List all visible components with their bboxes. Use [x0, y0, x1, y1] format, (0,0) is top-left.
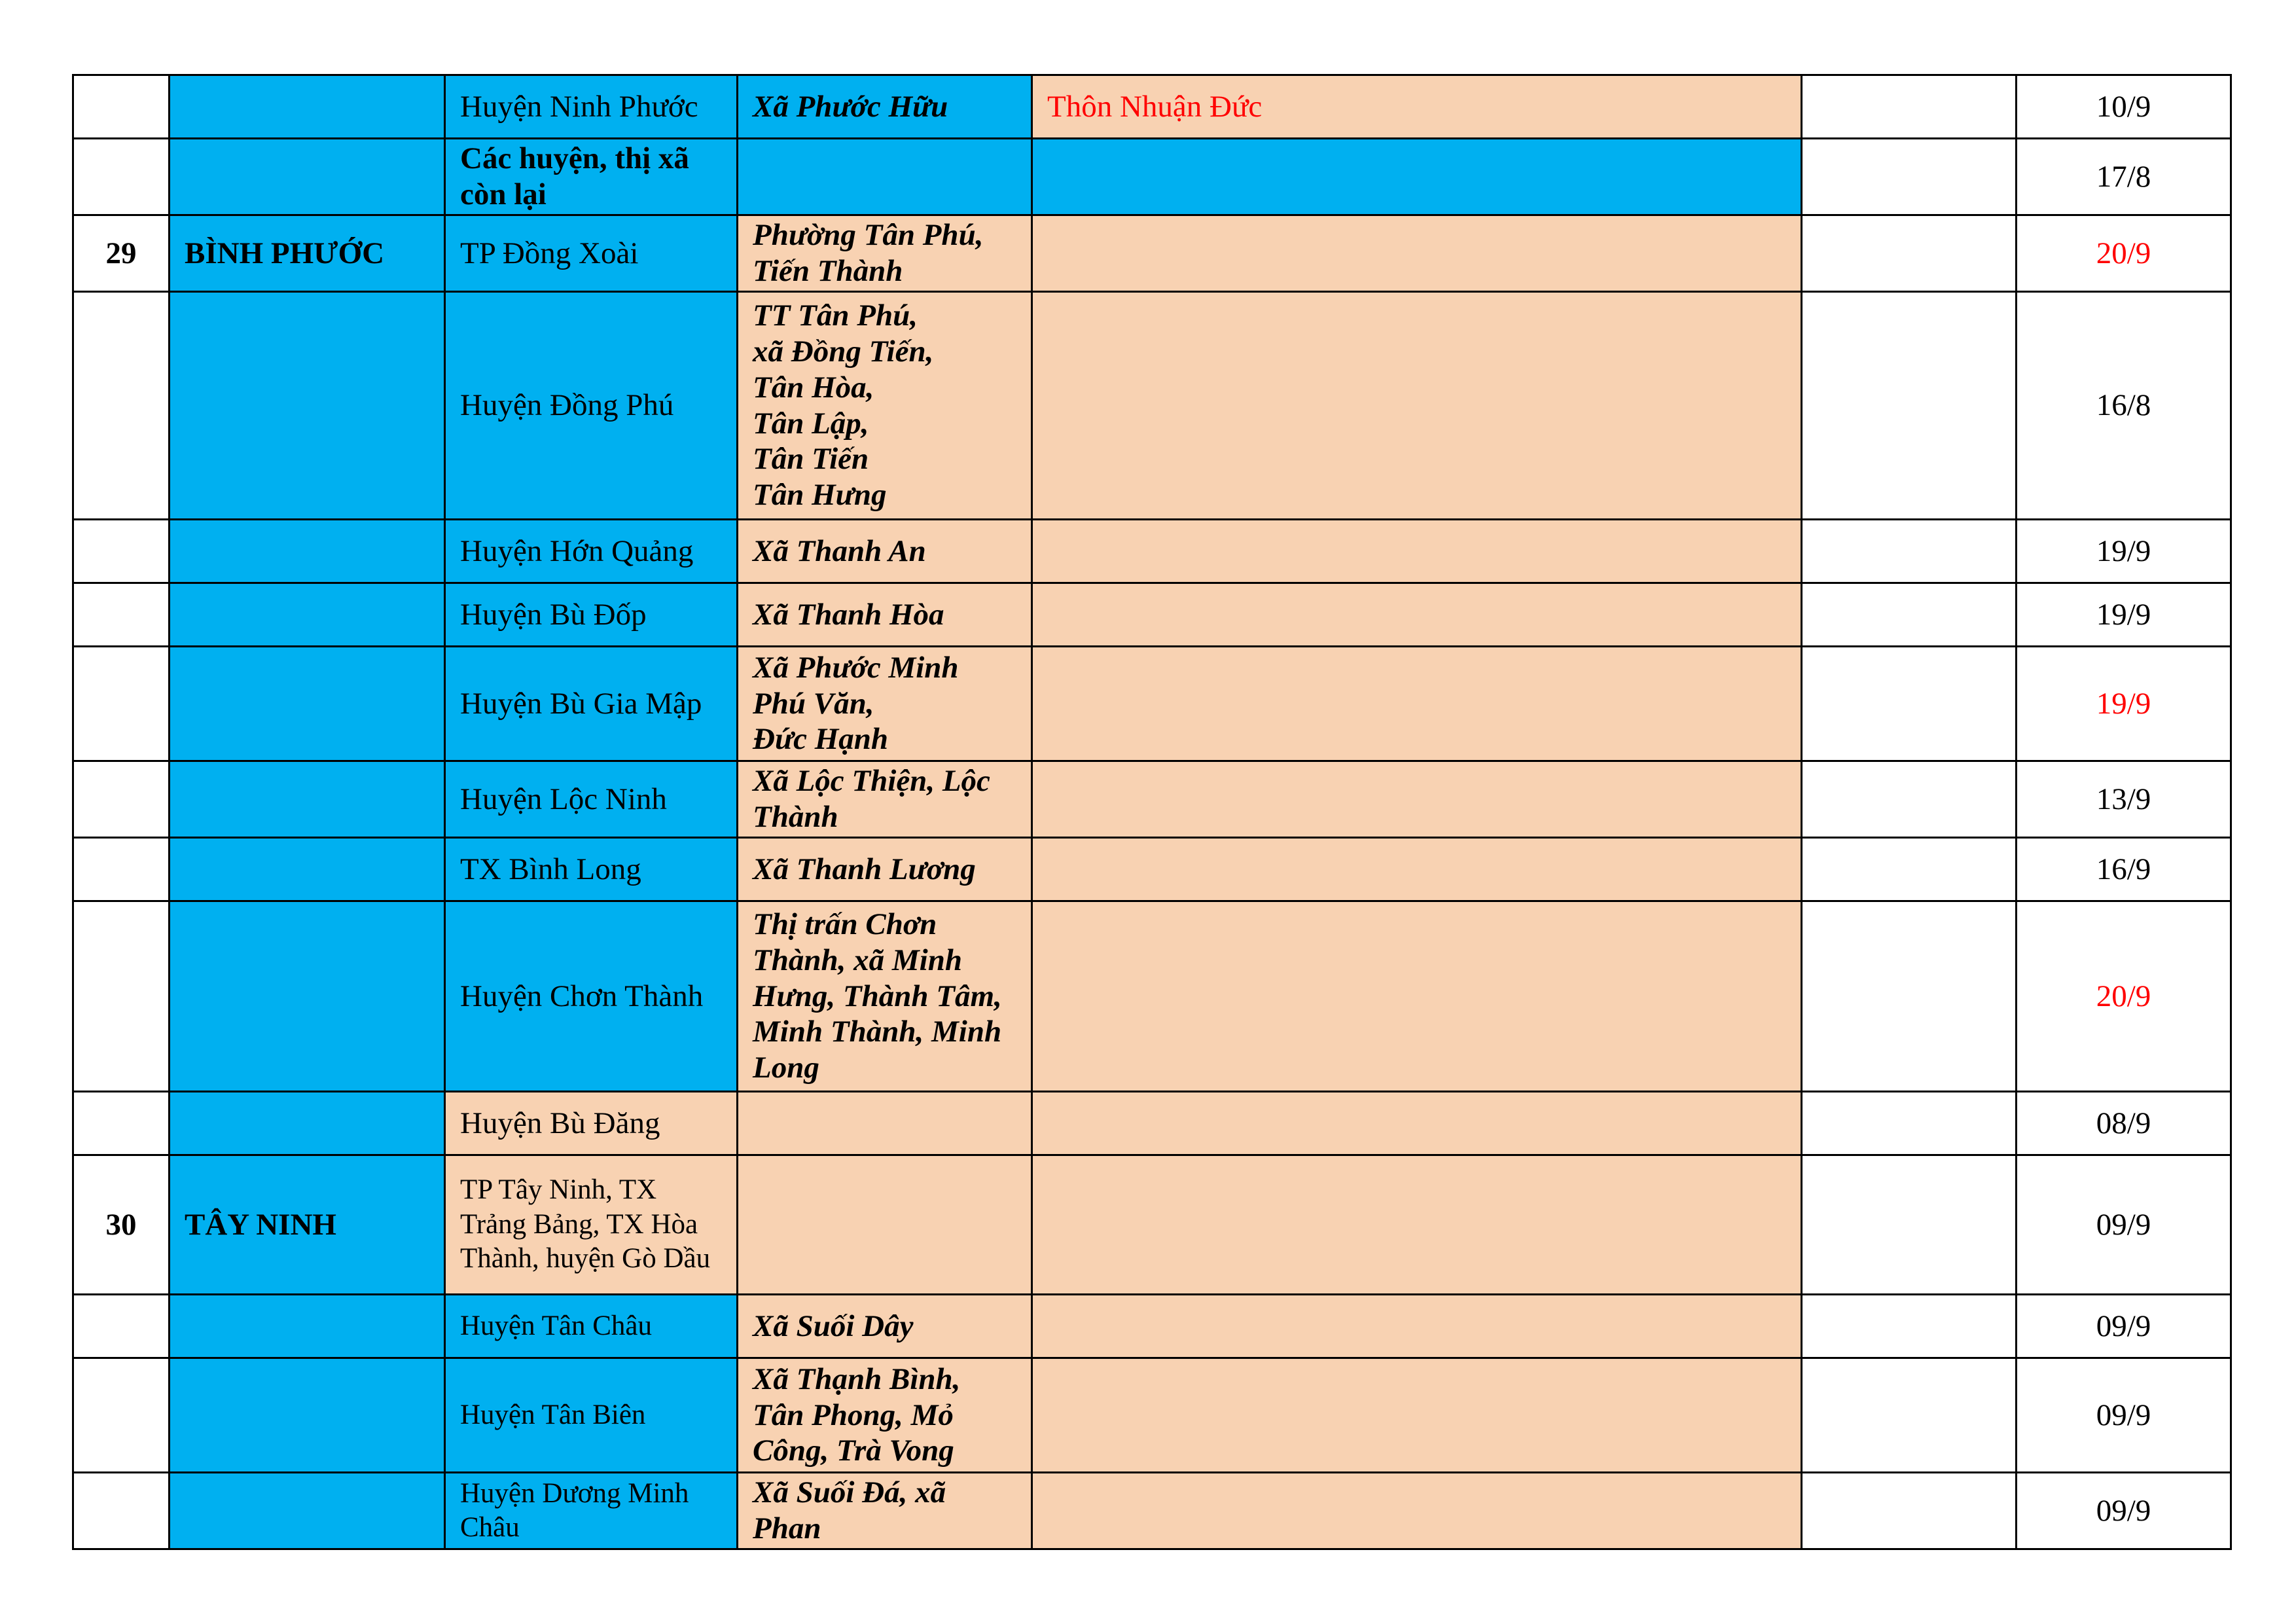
date-cell: 09/9 [2017, 1295, 2231, 1358]
district-cell: TP Tây Ninh, TX Trảng Bảng, TX Hòa Thành, huyện Gò Dầu [445, 1155, 738, 1295]
note-cell [1802, 520, 2017, 583]
date-cell: 09/9 [2017, 1473, 2231, 1549]
district-cell: Huyện Đồng Phú [445, 292, 738, 520]
commune-cell: Xã Thanh An [738, 520, 1032, 583]
commune-cell: Xã Thanh Lương [738, 838, 1032, 901]
village-cell: Thôn Nhuận Đức [1032, 75, 1802, 139]
province-cell [170, 647, 445, 761]
note-cell [1802, 647, 2017, 761]
village-cell [1032, 520, 1802, 583]
village-cell [1032, 647, 1802, 761]
table-row [73, 520, 2231, 583]
province-cell [170, 139, 445, 215]
province-cell [170, 838, 445, 901]
row-number [73, 647, 170, 761]
district-cell: Huyện Tân Châu [445, 1295, 738, 1358]
table-row [73, 647, 2231, 761]
date-cell: 19/9 [2017, 647, 2231, 761]
note-cell [1802, 838, 2017, 901]
province-cell [170, 583, 445, 647]
row-number [73, 761, 170, 838]
note-cell [1802, 1092, 2017, 1155]
row-number [73, 520, 170, 583]
village-cell [1032, 1155, 1802, 1295]
commune-cell: Phường Tân Phú, Tiến Thành [738, 215, 1032, 292]
table-row [73, 1155, 2231, 1295]
table-row [73, 1473, 2231, 1549]
table-row [73, 75, 2231, 139]
province-cell: TÂY NINH [170, 1155, 445, 1295]
commune-cell: Xã Thạnh Bình, Tân Phong, Mỏ Công, Trà Vong [738, 1358, 1032, 1473]
commune-cell: Xã Lộc Thiện, Lộc Thành [738, 761, 1032, 838]
province-cell [170, 1473, 445, 1549]
district-cell: TP Đồng Xoài [445, 215, 738, 292]
row-number [73, 292, 170, 520]
note-cell [1802, 761, 2017, 838]
date-cell: 19/9 [2017, 520, 2231, 583]
province-cell [170, 901, 445, 1092]
commune-cell: Thị trấn Chơn Thành, xã Minh Hưng, Thành Tâm, Minh Thành, Minh Long [738, 901, 1032, 1092]
note-cell [1802, 1155, 2017, 1295]
village-cell [1032, 139, 1802, 215]
table-row [73, 901, 2231, 1092]
district-cell: Huyện Bù Đốp [445, 583, 738, 647]
district-cell: Huyện Bù Đăng [445, 1092, 738, 1155]
village-cell [1032, 901, 1802, 1092]
table-row [73, 1358, 2231, 1473]
village-cell [1032, 838, 1802, 901]
table-row [73, 838, 2231, 901]
village-cell [1032, 583, 1802, 647]
row-number [73, 901, 170, 1092]
date-cell: 16/8 [2017, 292, 2231, 520]
row-number [73, 75, 170, 139]
note-cell [1802, 1358, 2017, 1473]
date-cell: 09/9 [2017, 1358, 2231, 1473]
district-cell: Huyện Lộc Ninh [445, 761, 738, 838]
commune-cell [738, 1092, 1032, 1155]
date-cell: 17/8 [2017, 139, 2231, 215]
row-number [73, 139, 170, 215]
province-cell [170, 520, 445, 583]
table-row [73, 1092, 2231, 1155]
date-cell: 13/9 [2017, 761, 2231, 838]
note-cell [1802, 583, 2017, 647]
note-cell [1802, 1473, 2017, 1549]
village-cell [1032, 292, 1802, 520]
date-cell: 19/9 [2017, 583, 2231, 647]
village-cell [1032, 1295, 1802, 1358]
commune-cell [738, 139, 1032, 215]
village-cell [1032, 1092, 1802, 1155]
commune-cell: Xã Suối Đá, xã Phan [738, 1473, 1032, 1549]
row-number [73, 838, 170, 901]
table-row [73, 583, 2231, 647]
note-cell [1802, 215, 2017, 292]
table-row [73, 215, 2231, 292]
district-cell: Huyện Dương Minh Châu [445, 1473, 738, 1549]
commune-cell: Xã Suối Dây [738, 1295, 1032, 1358]
district-cell: Huyện Chơn Thành [445, 901, 738, 1092]
district-cell: Huyện Tân Biên [445, 1358, 738, 1473]
date-cell: 10/9 [2017, 75, 2231, 139]
date-cell: 08/9 [2017, 1092, 2231, 1155]
district-cell: Các huyện, thị xã còn lại [445, 139, 738, 215]
date-cell: 09/9 [2017, 1155, 2231, 1295]
row-number [73, 1092, 170, 1155]
district-cell: Huyện Hớn Quảng [445, 520, 738, 583]
table-row [73, 761, 2231, 838]
village-cell [1032, 1473, 1802, 1549]
row-number [73, 1295, 170, 1358]
note-cell [1802, 139, 2017, 215]
row-number [73, 1473, 170, 1549]
village-cell [1032, 1358, 1802, 1473]
date-cell: 20/9 [2017, 901, 2231, 1092]
commune-cell: Xã Phước Minh Phú Văn, Đức Hạnh [738, 647, 1032, 761]
province-cell: BÌNH PHƯỚC [170, 215, 445, 292]
date-cell: 20/9 [2017, 215, 2231, 292]
note-cell [1802, 75, 2017, 139]
district-cell: Huyện Bù Gia Mập [445, 647, 738, 761]
row-number [73, 583, 170, 647]
village-cell [1032, 215, 1802, 292]
commune-cell: Xã Thanh Hòa [738, 583, 1032, 647]
commune-cell [738, 1155, 1032, 1295]
note-cell [1802, 1295, 2017, 1358]
table-row [73, 139, 2231, 215]
table-row [73, 292, 2231, 520]
outbreak-table [72, 74, 2232, 1550]
note-cell [1802, 901, 2017, 1092]
province-cell [170, 1092, 445, 1155]
commune-cell: TT Tân Phú, xã Đồng Tiến, Tân Hòa, Tân Lập, Tân Tiến Tân Hưng [738, 292, 1032, 520]
row-number: 29 [73, 215, 170, 292]
row-number: 30 [73, 1155, 170, 1295]
province-cell [170, 75, 445, 139]
province-cell [170, 1358, 445, 1473]
district-cell: TX Bình Long [445, 838, 738, 901]
note-cell [1802, 292, 2017, 520]
district-cell: Huyện Ninh Phước [445, 75, 738, 139]
date-cell: 16/9 [2017, 838, 2231, 901]
row-number [73, 1358, 170, 1473]
table-row [73, 1295, 2231, 1358]
province-cell [170, 761, 445, 838]
province-cell [170, 1295, 445, 1358]
village-cell [1032, 761, 1802, 838]
commune-cell: Xã Phước Hữu [738, 75, 1032, 139]
province-cell [170, 292, 445, 520]
